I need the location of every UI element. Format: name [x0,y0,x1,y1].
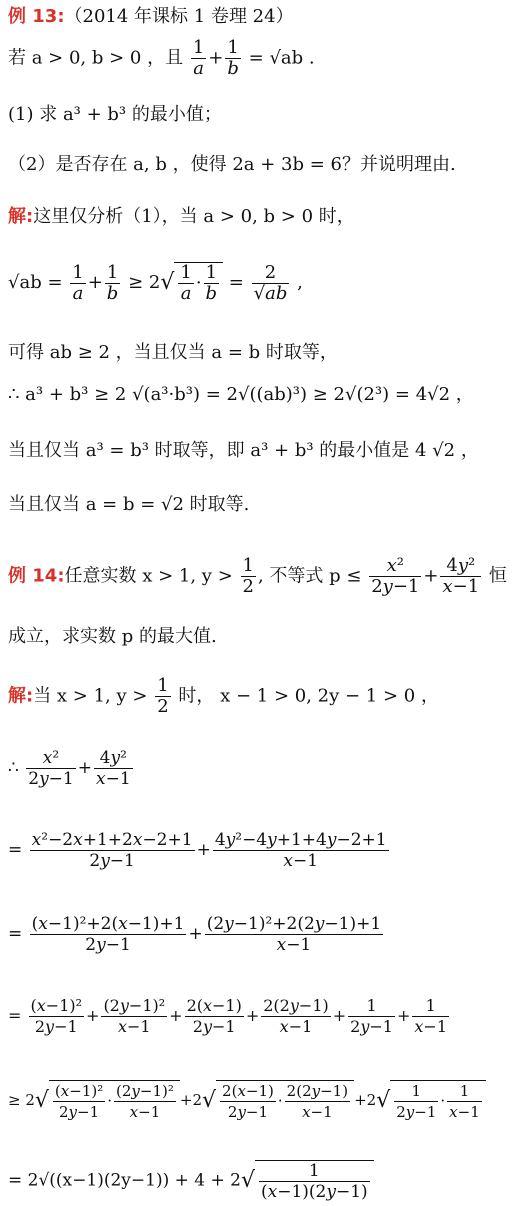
statement-a: 任意实数 x > 1, y > [64,565,239,587]
solution-13-step3: ∴ a³ + b³ ≥ 2 √(a³·b³) = 2√((ab)³) ≥ 2√(2³) = 4√2 ， [8,384,474,405]
fraction-1-over-2-b: $\frac{1}{2}$ [157,675,169,717]
example-14-statement-2: 成立，求实数 p 的最大值. [8,626,217,647]
solution-13-intro [8,206,355,228]
eq-sign-1: = [8,840,23,860]
step1-mid: ≥ 2 [128,272,161,293]
question-1: (1) 求 a³ + b³ 的最小值； [8,104,222,125]
solution-14-step1: ∴ $\frac{\text{x²}}{2y-1}$ + $\frac{\text{4y²}}{x-1}$ [8,748,131,789]
solution-14-step4: = $\frac{\text{(x−1)²}}{2y-1}$ + $\frac{\text{(2y−1)²}}{x-1}$ + $\frac{2(x-1)}{2y-1}$ + $\frac{2(2y-1)}{x-1}$ + $\frac{1}{2y-1}$ + $\frac{1}{x-1}$ [8,996,447,1036]
therefore-sign: ∴ [8,758,19,778]
solution-13-step1: √ab = $\frac{1}{a}$ + $\frac{1}{b}$ ≥ 2√ $\frac{1}{a}$ · $\frac{1}{b}$ = $\frac{2}{√ab}$ , [8,261,303,304]
solution-14-step6: = 2√((x−1)(2y−1)) + 4 + 2√ $\frac{1}{(x-1)(2y-1)}$ [8,1160,374,1202]
example-13-header [8,6,294,28]
sol-b: 时， x − 1 > 0, 2y − 1 > 0 ， [172,685,439,707]
example-14-label: 例 14: [8,565,65,587]
solution-14-intro [8,676,439,717]
geq-sign: ≥ 2 [8,1091,35,1109]
solution-13-step4: 当且仅当 a³ = b³ 时取等，即 a³ + b³ 的最小值是 4 √2 ， [8,440,479,461]
statement-c: 恒 [483,565,507,587]
solution-13-label: 解: [8,206,34,227]
solution-14-step5: ≥ 2√ $\frac{\text{(x−1)²}}{2y-1}$ · $\frac{\text{(2y−1)²}}{x-1}$ +2√ $\frac{2(x-1)}{2y-1}$ · $\frac{2(2y-1)}{x-1}$ +2√ $\frac{1}{2y-1}$ · $\frac{1}{x-1}$ [8,1080,486,1122]
fraction-1-over-b: $\frac{1}{b}$ [227,37,239,79]
sqrt-product: √ $\frac{1}{a}$ · $\frac{1}{b}$ [160,262,223,304]
example-13-label: 例 13: [8,6,65,27]
solution-14-step2: = $\frac{\text{x²−2x+1+2x−2+1}}{2y-1}$ + $\frac{\text{4y²−4y+1+4y−2+1}}{x-1}$ [8,830,387,871]
solution-13-step5: 当且仅当 a = b = √2 时取等. [8,494,250,515]
sol-a: 当 x > 1, y > [33,685,154,707]
condition-rhs: = √ab . [248,47,315,69]
solution-13-step2: 可得 ab ≥ 2 ，当且仅当 a = b 时取等， [8,342,338,363]
fraction-1-over-b-2: $\frac{1}{b}$ [106,261,119,304]
premise-text: 若 a > 0, b > 0 ，且 [8,47,184,69]
fraction-1-over-2: $\frac{1}{2}$ [242,555,254,597]
solution-14-label: 解: [8,685,34,707]
solution-13-text: 这里仅分析（1），当 a > 0, b > 0 时， [33,206,355,227]
eq-sign-2: = [8,924,23,944]
example-13-premise: 若 a > 0, b > 0 ，且 $\frac{1}{a}$ + $\frac{1}{b}$ = √ab . [8,37,315,79]
last-lhs: = 2√((x−1)(2y−1)) + 4 + 2 [8,1170,241,1191]
fraction-x2-over-2y-1: $\frac{\text{x²}}{2y-1}$ [371,555,420,597]
step1-lhs: √ab = [8,272,69,293]
question-2: （2）是否存在 a, b ，使得 2a + 3b = 6？并说明理由. [8,154,456,175]
solution-14-step3: = $\frac{\text{(x−1)²+2(x−1)+1}}{2y-1}$ + $\frac{\text{(2y−1)²+2(2y−1)+1}}{x-1}$ [8,914,382,955]
statement-b: , 不等式 p ≤ [257,565,368,587]
fraction-2-over-sqrtab: $\frac{2}{√ab}$ [253,261,288,304]
example-13-source: （2014 年课标 1 卷理 24） [64,6,294,27]
fraction-1-over-a: $\frac{1}{a}$ [192,37,205,79]
example-14-statement: 例 14:任意实数 x > 1, y > $\frac{1}{2}$ , 不等式 p ≤ $\frac{\text{x²}}{2y-1}$ + $\frac{\text{4y²}}{x-1}$ 恒 [8,555,507,597]
fraction-4y2-over-x-1: $\frac{\text{4y²}}{x-1}$ [442,555,480,597]
fraction-1-over-a-2: $\frac{1}{a}$ [72,261,84,304]
eq-sign-3: = [8,1006,22,1025]
